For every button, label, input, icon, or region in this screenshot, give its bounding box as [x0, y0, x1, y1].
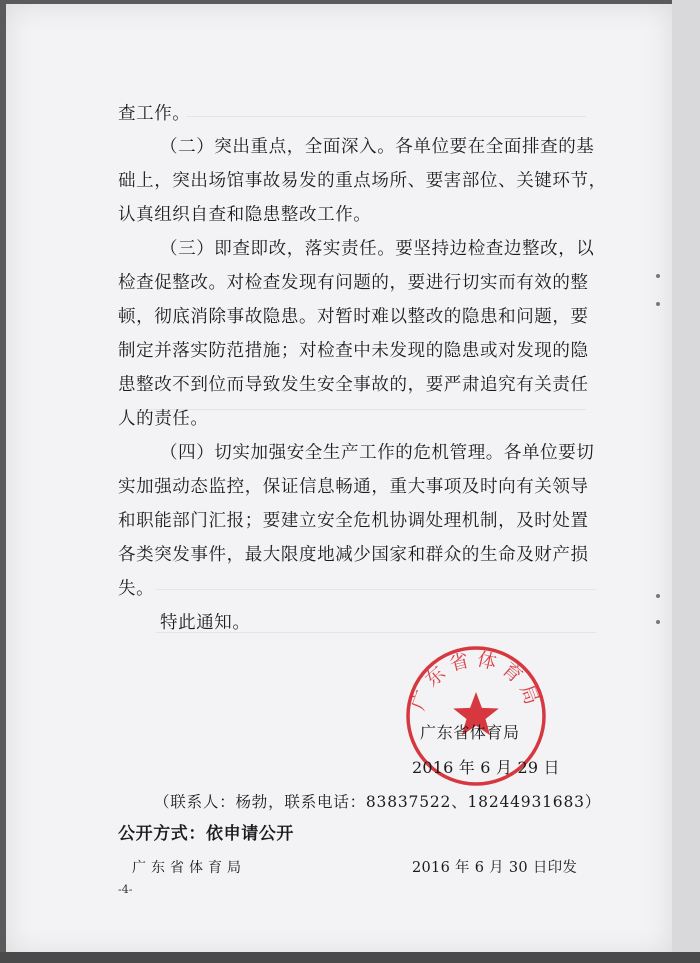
body-line: （三）即查即改，落实责任。要坚持边检查边整改，以: [160, 239, 595, 259]
body-line: 制定并落实防范措施；对检查中未发现的隐患或对发现的隐: [118, 341, 589, 361]
body-line: 查工作。: [118, 104, 191, 124]
page-number: -4-: [118, 883, 133, 896]
body-line: 人的责任。: [118, 409, 209, 429]
footer-issue-date: 2016 年 6 月 30 日印发: [412, 860, 578, 876]
body-line: 患整改不到位而导致发生安全事故的，要严肃追究有关责任: [118, 375, 589, 395]
signature-date: 2016 年 6 月 29 日: [412, 758, 560, 777]
body-line: （四）切实加强安全生产工作的危机管理。各单位要切: [160, 443, 595, 463]
signature-organization: 广东省体育局: [420, 723, 520, 742]
body-line: （二）突出重点，全面深入。各单位要在全面排查的基: [160, 137, 595, 157]
scan-edge-bottom: [0, 952, 700, 963]
footer-issuer: 广东省体育局: [132, 860, 246, 876]
seal-arc-text: 广东省体育局: [407, 648, 545, 714]
body-line: 失。: [118, 579, 155, 599]
contact-info: （联系人：杨勃，联系电话：83837522、18244931683）: [154, 793, 602, 811]
disclosure-method: 公开方式：依申请公开: [118, 824, 294, 844]
body-line: 检查促整改。对检查发现有问题的，要进行切实而有效的整: [118, 273, 589, 293]
body-line: 础上，突出场馆事故易发的重点场所、要害部位、关键环节，: [118, 171, 607, 191]
body-line: 顿，彻底消除事故隐患。对暂时难以整改的隐患和问题，要: [118, 307, 589, 327]
body-line: 和职能部门汇报；要建立安全危机协调处理机制，及时处置: [118, 511, 589, 531]
body-line: 实加强动态监控，保证信息畅通，重大事项及时向有关领导: [118, 477, 589, 497]
closing-line: 特此通知。: [160, 613, 251, 633]
body-line: 各类突发事件，最大限度地减少国家和群众的生命及财产损: [118, 545, 589, 565]
body-line: 认真组织自查和隐患整改工作。: [118, 205, 372, 225]
scan-edge-right: [672, 0, 700, 963]
